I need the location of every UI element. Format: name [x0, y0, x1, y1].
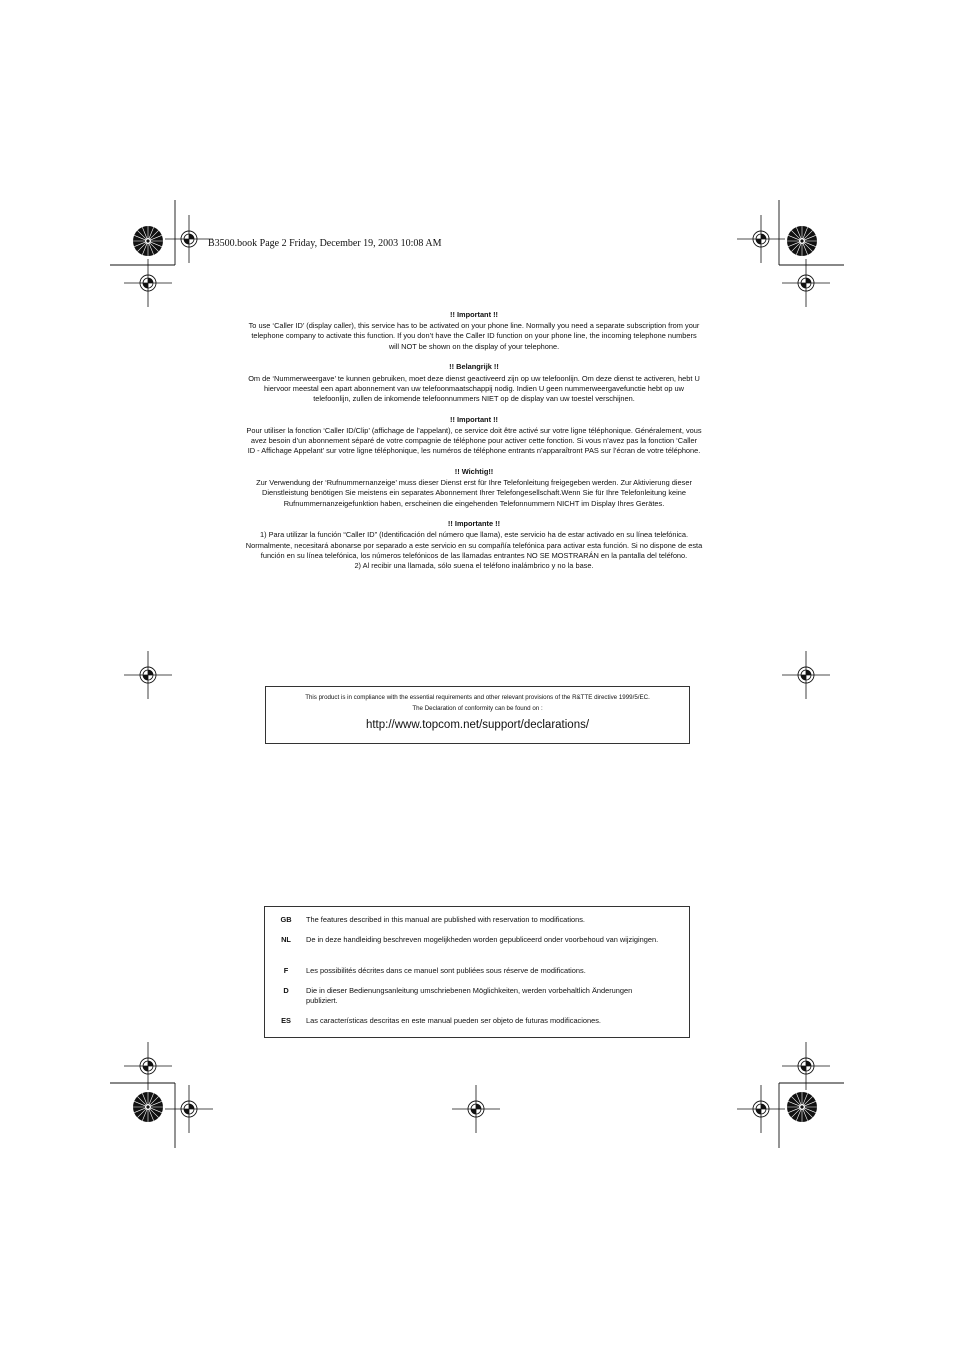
caller-id-notices	[206, 310, 742, 582]
modifications-box	[264, 906, 690, 1038]
notice-line: Rufnummernanzeigefunktion haben, erscheinen die eingehenden Telefonnummern NICHT im Display Ihres Gerätes.	[283, 498, 665, 508]
notice-line: telefoonlijn, zullen de inkomende telefoonnummers NIET op de display van uw toestel verschijnen.	[313, 393, 635, 403]
notice-line: hiervoor meestal een apart abonnement van uw telefoonmaatschappij nodig. Indien U geen nummerweergavefunctie hebt op uw	[264, 383, 684, 393]
notice-line: telephone company to activate this function. If you don’t have the Caller ID function on your phone line, the incoming telephone numbers	[251, 331, 697, 341]
notice-en	[206, 310, 742, 352]
modification-text: De in deze handleiding beschreven mogelijkheden worden gepubliceerd onder voorbehoud van wijzigingen.	[306, 935, 659, 944]
notice-line: 1) Para utilizar la función “Caller ID” (Identificación del número que llama), este servicio ha de estar activado en su línea telefónica.	[259, 530, 689, 540]
notice-es	[206, 519, 742, 571]
notice-fr	[206, 415, 742, 457]
language-code: NL	[281, 935, 291, 944]
notice-line: función en su línea telefónica, los números telefónicos de las llamadas entrantes NO SE MOSTRARÁN en la pantalla del teléfono.	[260, 550, 688, 560]
modification-text: Les possibilités décrites dans ce manuel sont publiées sous réserve de modifications.	[306, 966, 586, 975]
modification-text: Las características descritas en este manual pueden ser objeto de futuras modificaciones.	[306, 1016, 601, 1025]
language-code: D	[283, 986, 289, 995]
compliance-statement: This product is in compliance with the essential requirements and other relevant provisions of the R&TTE directive 1999/5/EC.	[305, 694, 650, 701]
notice-heading: !! Important !!	[449, 414, 499, 424]
notice-heading: !! Belangrijk !!	[449, 362, 499, 372]
notice-line: Normalmente, necesitará abonarse por separado a este servicio en su compañía telefónica para activar esta función. Si no dispone de esta	[245, 540, 703, 550]
notice-heading: !! Importante !!	[447, 519, 501, 529]
modification-text: The features described in this manual are published with reservation to modifications.	[306, 915, 585, 924]
notice-de	[206, 467, 742, 509]
notice-heading: !! Wichtig!!	[454, 466, 494, 476]
modification-text: Die in dieser Bedienungsanleitung umschriebenen Möglichkeiten, werden vorbehaltlich Änderungen publiziert.	[306, 986, 633, 1005]
language-code: GB	[280, 915, 292, 924]
language-code: F	[283, 966, 289, 975]
print-slug-line: B3500.book Page 2 Friday, December 19, 2003 10:08 AM	[208, 238, 442, 249]
compliance-box	[265, 686, 690, 744]
declaration-note: The Declaration of conformity can be found on :	[412, 705, 543, 712]
notice-line: Om de ‘Nummerweergave’ te kunnen gebruiken, moet deze dienst geactiveerd zijn op uw telefoonlijn. Om deze dienst te activeren, hebt U	[248, 373, 700, 383]
language-code: ES	[281, 1016, 291, 1025]
notice-line: Zur Verwendung der ‘Rufnummernanzeige’ muss dieser Dienst erst für Ihre Telefonleitung freigegeben werden. Zur Aktivierung dieser	[256, 478, 692, 488]
notice-line: ID - Affichage Appelant’ sur votre ligne téléphonique, les numéros de téléphone entrants n’apparaîtront PAS sur l’écran de votre téléphone.	[247, 446, 701, 456]
notice-line: avez besoin d’un abonnement séparé de votre compagnie de téléphone pour activer cette fonction. Si vous n’avez pas la fonction ‘Caller	[250, 436, 698, 446]
notice-heading: !! Important !!	[449, 310, 499, 319]
notice-nl	[206, 362, 742, 404]
declarations-url[interactable]: http://www.topcom.net/support/declarations/	[365, 719, 590, 731]
notice-line: To use ‘Caller ID’ (display caller), this service has to be activated on your phone line. Normally you need a separate subscription from your	[248, 321, 700, 331]
notice-line: Dienstleistung benötigen Sie meistens ein separates Abonnement Ihrer Telefongesellschaft.Wenn Sie für Ihre Telefonleitung keine	[262, 488, 686, 498]
notice-line: Pour utiliser la fonction ‘Caller ID/Clip’ (affichage de l’appelant), ce service doit être activé sur votre ligne téléphonique. Généralement, vous	[246, 425, 702, 435]
notice-line: will NOT be shown on the display of your telephone.	[388, 341, 560, 351]
notice-line: 2) Al recibir una llamada, sólo suena el teléfono inalámbrico y no la base.	[354, 561, 594, 571]
